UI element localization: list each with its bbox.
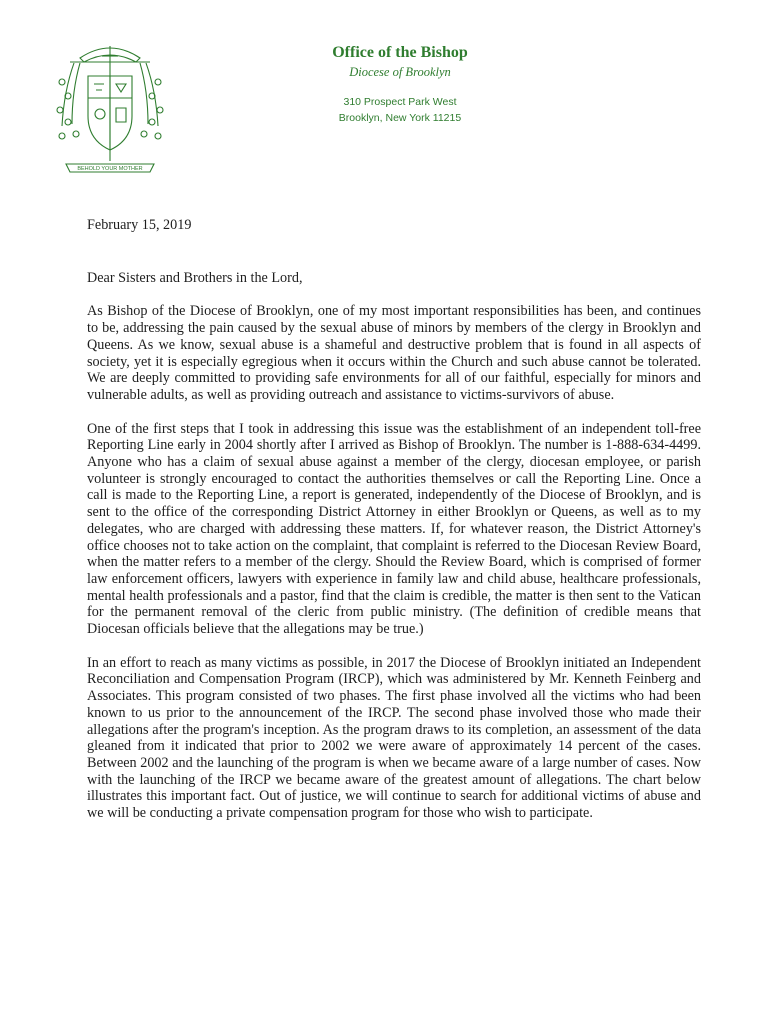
paragraph-1: As Bishop of the Diocese of Brooklyn, one of my most important responsibilities has been, and continues to be, addressing the pain caused by the sexual abuse of minors by members of the clergy in Brooklyn and Queens. As we know, sexual abuse is a shameful and destructive problem that is found in all aspects of society, yet it is especially egregious when it occurs within the Church and such abuse cannot be tolerated. We are deeply committed to providing safe environments for all of our faithful, especially for minors and vulnerable adults, as well as providing outreach and assistance to victims-survivors of abuse. (87, 303, 701, 403)
paragraph-2: One of the first steps that I took in addressing this issue was the establishment of an independent toll-free Reporting Line early in 2004 shortly after I arrived as Bishop of Brooklyn. The number is 1-888-634-4499. Anyone who has a claim of sexual abuse against a member of the clergy, diocesan employee, or parish volunteer is strongly encouraged to contact the authorities themselves or call the Reporting Line. Once a call is made to the Reporting Line, a report is generated, independently of the Diocese of Brooklyn, and is sent to the office of the corresponding District Attorney in either Brooklyn or Queens, as well as to my delegates, who are charged with addressing these matters. If, for whatever reason, the District Attorney's office chooses not to take action on the complaint, that complaint is referred to the Diocesan Review Board, when the matter refers to a member of the clergy. Should the Review Board, which is comprised of former law enforcement officers, lawyers with experience in family law and child abuse, healthcare professionals, mental health professionals and a pastor, find that the claim is credible, the matter is then sent to the Vatican for the permanent removal of the cleric from public ministry. (The definition of credible means that Diocesan officials believe that the allegations may be true.) (87, 420, 701, 638)
address (300, 94, 500, 126)
address-line-1: 310 Prospect Park West (343, 96, 457, 108)
office-title: Office of the Bishop (332, 44, 468, 61)
letterhead (300, 44, 500, 126)
paragraph-3: In an effort to reach as many victims as possible, in 2017 the Diocese of Brooklyn initiated an Independent Reconciliation and Compensation Program (IRCP), which was administered by Mr. Kenneth Feinberg and Associates. This program consisted of two phases. The first phase involved all the victims who had been known to us prior to the announcement of the IRCP. The second phase involved those who made their allegations after the program's inception. As the program draws to its completion, an assessment of the data gleaned from it indicated that prior to 2002 we were aware of approximately 14 percent of the cases. Between 2002 and the launching of the program is when we became aware of a large number of cases. Now with the launching of the IRCP we became aware of the greatest amount of allegations. The chart below illustrates this important fact. Out of justice, we will continue to search for additional victims of abuse and we will be conducting a private compensation program for those who wish to participate. (87, 654, 701, 822)
salutation: Dear Sisters and Brothers in the Lord, (87, 269, 303, 286)
letter-date: February 15, 2019 (87, 217, 192, 233)
letter-body (87, 217, 701, 839)
diocese-name: Diocese of Brooklyn (349, 65, 451, 79)
svg-text:BEHOLD YOUR MOTHER: BEHOLD YOUR MOTHER (77, 166, 143, 172)
episcopal-coat-of-arms-icon (50, 36, 170, 186)
address-line-2: Brooklyn, New York 11215 (338, 112, 462, 124)
